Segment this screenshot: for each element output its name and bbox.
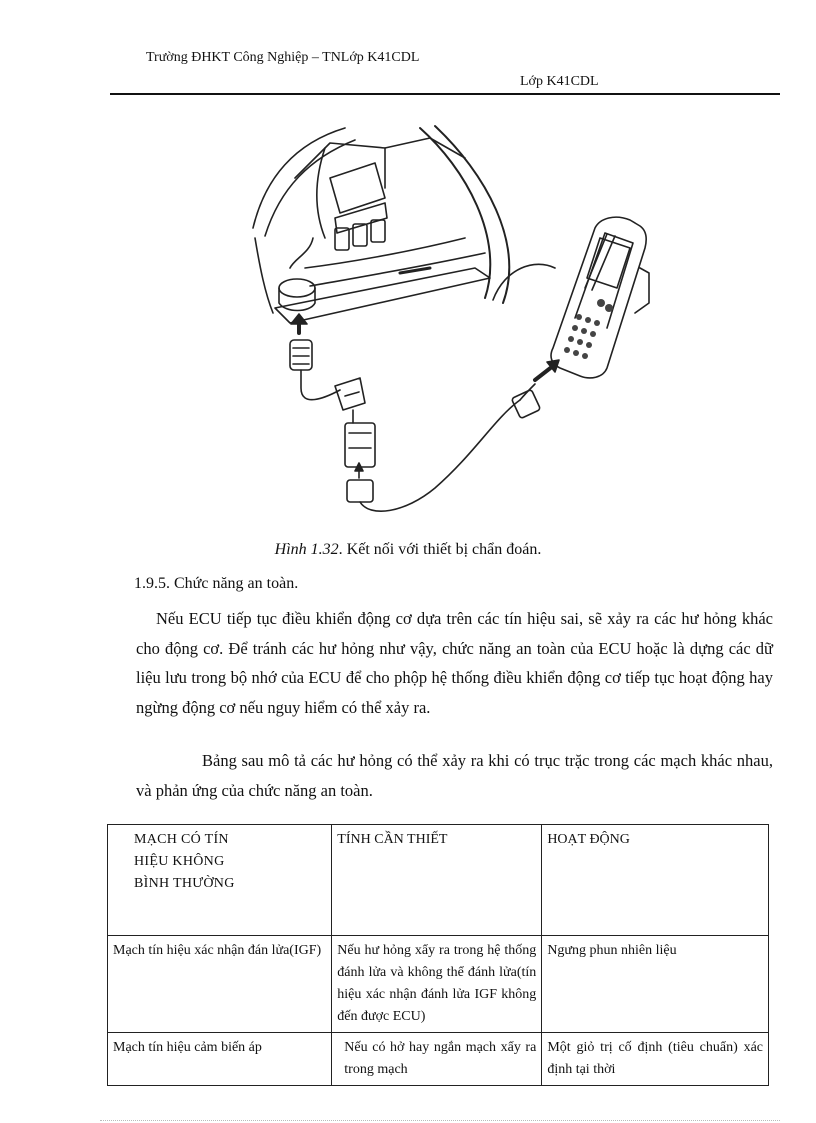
paragraph-table-intro: Bảng sau mô tả các hư hỏng có thể xảy ra khi có trục trặc trong các mạch khác nhau, và phản ứng của chức năng an toàn. [136,751,773,800]
diagnostic-connection-figure [235,118,650,530]
diagnostic-tool-connection-drawing [235,118,650,530]
header-line: HIỆU KHÔNG [134,854,225,869]
header-cell-abnormal-circuit [108,825,332,936]
header-line: BÌNH THƯỜNG [134,876,235,891]
header-class-label: Lớp K41CDL [520,74,599,89]
header-divider [110,93,780,95]
figure-caption-text: . Kết nối với thiết bị chẩn đoán. [338,541,542,558]
table-row [108,936,769,1033]
figure-caption [0,541,816,559]
table-cell-circuit: Mạch tín hiệu xác nhận đán lửa(IGF) [108,936,332,1033]
header-cell-action: HOẠT ĐỘNG [542,825,769,936]
header-cell-necessity: TÍNH CẦN THIẾT [332,825,542,936]
figure-label: Hình 1.32 [274,541,339,558]
header-line: MẠCH CÓ TÍN [134,832,229,847]
page-bottom-rule [100,1120,780,1121]
table-cell-circuit: Mạch tín hiệu cảm biến áp [108,1033,332,1086]
header-school-title: Trường ĐHKT Công Nghiệp – TNLớp K41CDL [146,50,420,65]
table-header-row [108,825,769,936]
safety-function-table [107,824,769,1086]
table-cell-action: Một giỏ trị cố định (tiêu chuẩn) xác định tại thời [542,1033,769,1086]
table-row [108,1033,769,1086]
table-cell-necessity: Nếu có hở hay ngắn mạch xẩy ra trong mạch [332,1033,542,1086]
paragraph-safety-intro: Nếu ECU tiếp tục điều khiển động cơ dựa trên các tín hiệu sai, sẽ xảy ra các hư hỏng khác cho động cơ. Để tránh các hư hỏng như vậy, chức năng an toàn của ECU hoặc là dựng các dữ liệu lưu trong bộ nhớ của ECU để cho phộp hệ thống điều khiển động cơ tiếp tục hoạt động hay ngừng động cơ nếu nguy hiểm có thể xảy ra. [136,609,773,717]
table-cell-necessity: Nếu hư hỏng xẩy ra trong hệ thống đánh lửa và không thể đánh lửa(tín hiệu xác nhận đánh lửa IGF không đến được ECU) [332,936,542,1033]
section-heading: 1.9.5. Chức năng an toàn. [134,575,299,592]
table-cell-action: Ngưng phun nhiên liệu [542,936,769,1033]
